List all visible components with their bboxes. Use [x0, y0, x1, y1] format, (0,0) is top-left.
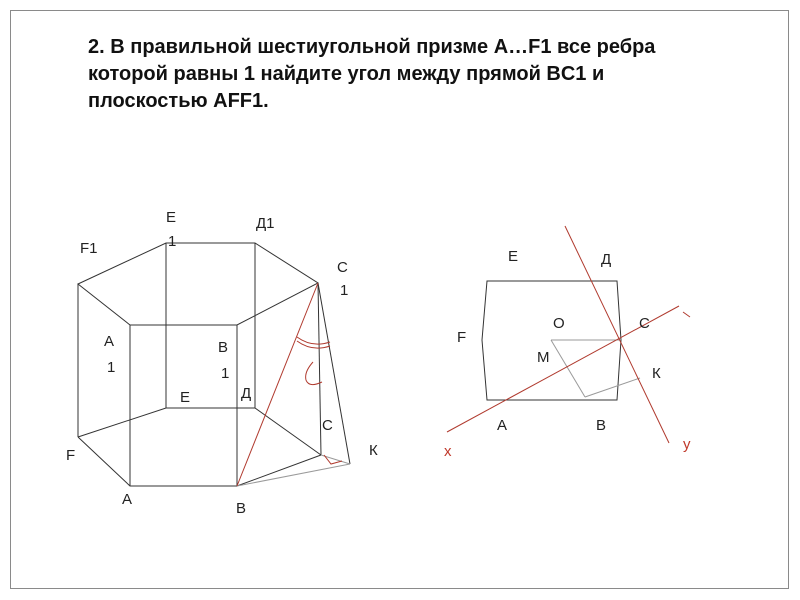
axis-y — [565, 226, 669, 443]
label-A1-index: 1 — [107, 359, 116, 376]
plan-axes — [447, 226, 690, 443]
plan-label-D: Д — [601, 251, 612, 268]
prism-accent-lines — [237, 283, 342, 486]
label-B1: В — [218, 339, 229, 356]
label-E1: Е — [166, 209, 177, 226]
label-D1: Д1 — [256, 215, 275, 232]
label-A1: А — [104, 333, 115, 350]
label-C: С — [322, 417, 333, 434]
angle-arc — [297, 337, 330, 344]
label-E1-index: 1 — [168, 233, 177, 250]
line-M-B — [551, 340, 585, 397]
label-C1: С — [337, 259, 348, 276]
plan-label-C: С — [639, 315, 650, 332]
plan-label-K: К — [652, 365, 661, 382]
label-B1-index: 1 — [221, 365, 230, 382]
label-A: А — [122, 491, 133, 508]
label-E: Е — [180, 389, 191, 406]
plan-labels — [444, 248, 691, 460]
label-F1: F1 — [80, 240, 98, 257]
axis-x-arrow — [683, 312, 690, 317]
label-K: К — [369, 442, 378, 459]
prism-labels — [66, 209, 378, 517]
prism-bottom-visible-edges — [78, 437, 321, 486]
line-B-K-plan — [585, 378, 640, 397]
prism-drawing — [78, 243, 350, 486]
prism-top-face — [78, 243, 318, 325]
plan-label-A: А — [497, 417, 508, 434]
plan-label-F: F — [457, 329, 467, 346]
plan-label-O: О — [553, 315, 565, 332]
problem-statement: 2. В правильной шестиугольной призме А…F1 все ребра которой равны 1 найдите угол между прямой BC1 и плоскостью AFF1. — [88, 36, 656, 112]
label-B: В — [236, 500, 247, 517]
angle-arc-inner — [297, 341, 330, 348]
axis-x-label: х — [444, 443, 452, 460]
line-B-K — [237, 464, 350, 486]
plan-label-M: М — [537, 349, 550, 366]
plan-label-E: Е — [508, 248, 519, 265]
plan-label-B: В — [596, 417, 607, 434]
label-C1-index: 1 — [340, 282, 349, 299]
edge-CC1 — [318, 283, 321, 455]
label-F: F — [66, 447, 76, 464]
label-D: Д — [241, 385, 252, 402]
axis-y-label: у — [683, 436, 691, 453]
line-C1-K — [318, 283, 350, 464]
prism-bottom-back-edges — [78, 408, 321, 455]
